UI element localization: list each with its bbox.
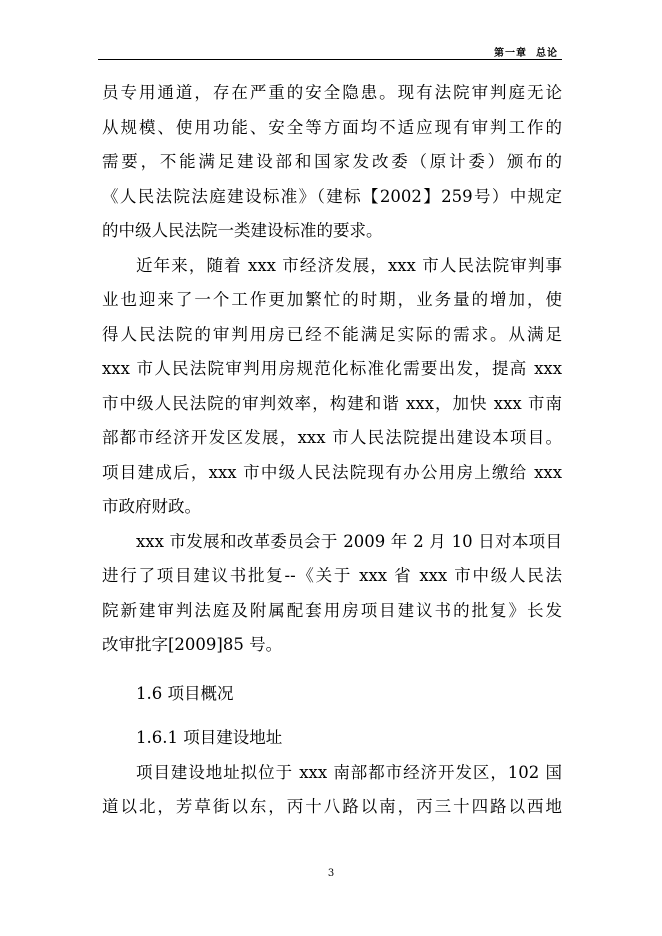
text-line: 《人民法院法庭建设标准》（建标【2002】259号）中规定 — [102, 186, 562, 206]
text-line: 需要，不能满足建设部和国家发改委（原计委）颁布的 — [102, 152, 562, 171]
text-line: 从规模、使用功能、安全等方面均不适应现有审判工作的 — [102, 117, 562, 137]
header-section: 总论 — [536, 48, 558, 59]
text-line: 改审批字[2009]85 号。 — [102, 635, 283, 654]
header-rule — [98, 59, 562, 60]
paragraph-gap — [102, 663, 562, 677]
text-line: 进行了项目建议书批复--《关于 xxx 省 xxx 市中级人民法 — [102, 566, 562, 585]
text-line: 院新建审判法庭及附属配套用房项目建议书的批复》长发 — [102, 600, 562, 620]
text-line: 市政府财政。 — [102, 497, 201, 516]
text-line: 近年来，随着 xxx 市经济发展，xxx 市人民法院审判事 — [136, 255, 562, 275]
text-line: 得人民法院的审判用房已经不能满足实际的需求。从满足 — [102, 324, 562, 344]
subsection-heading: 1.6.1 项目建设地址 — [136, 728, 283, 747]
text-line: 部都市经济开发区发展，xxx 市人民法院提出建设本项目。 — [102, 428, 562, 447]
text-line: 的中级人民法院一类建设标准的要求。 — [102, 221, 383, 240]
text-line: xxx 市人民法院审判用房规范化标准化需要出发，提高 xxx — [102, 359, 562, 378]
text-line: 道以北，芳草街以东，丙十八路以南，丙三十四路以西地 — [102, 797, 562, 816]
page-number: 3 — [327, 868, 335, 879]
header-chapter: 第一章 — [494, 48, 528, 59]
section-heading: 1.6 项目概况 — [136, 683, 234, 703]
text-line: 业也迎来了一个工作更加繁忙的时期，业务量的增加，使 — [102, 290, 562, 309]
body-text — [102, 76, 562, 825]
text-line: 项目建成后，xxx 市中级人民法院现有办公用房上缴给 xxx — [102, 462, 562, 482]
text-line: 市中级人民法院的审判效率，构建和谐 xxx，加快 xxx 市南 — [102, 393, 562, 413]
running-header — [494, 44, 558, 59]
text-line: 项目建设地址拟位于 xxx 南部都市经济开发区，102 国 — [136, 762, 562, 782]
text-line: 员专用通道，存在严重的安全隐患。现有法院审判庭无论 — [102, 83, 562, 102]
text-line: xxx 市发展和改革委员会于 2009 年 2 月 10 日对本项目 — [136, 531, 562, 551]
paragraph-gap — [102, 711, 562, 721]
